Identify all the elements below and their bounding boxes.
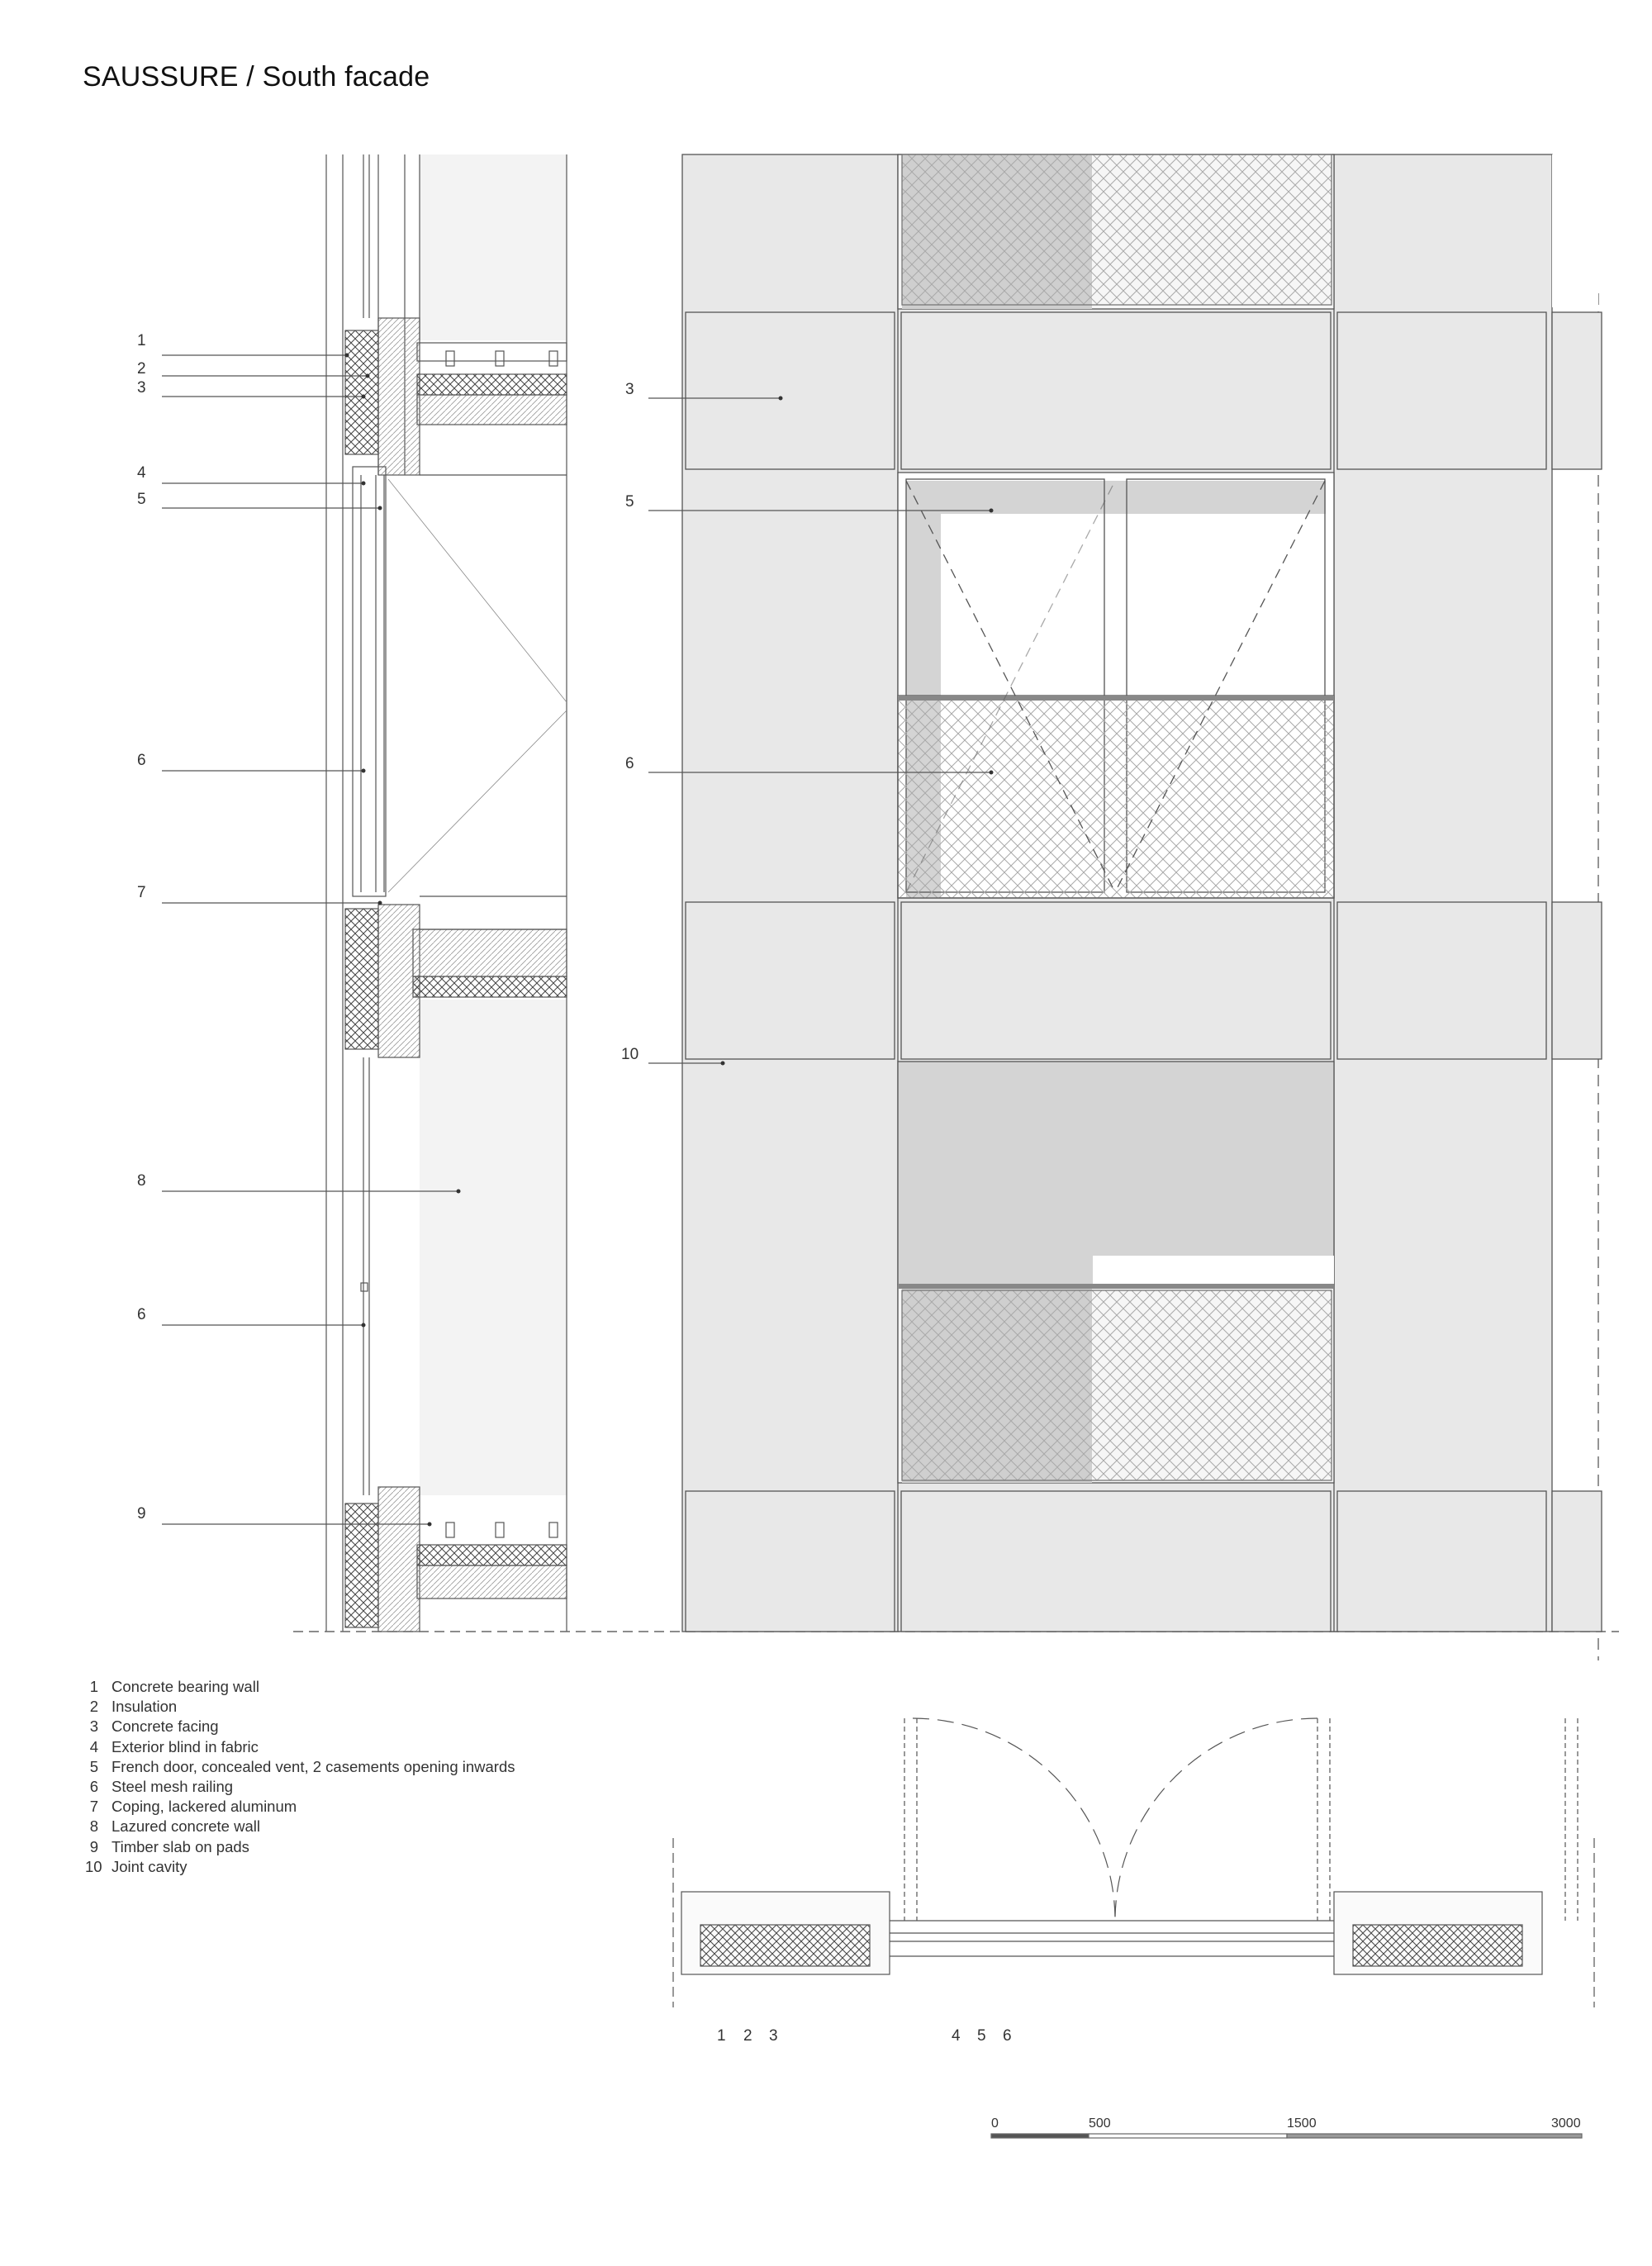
elevation-callout: 5 (625, 493, 634, 511)
legend-item (85, 1757, 515, 1777)
leader-dot (362, 1323, 366, 1328)
legend-item (85, 1677, 515, 1697)
section-callout: 3 (137, 379, 146, 397)
section-callout: 6 (137, 752, 146, 769)
legend-text: Lazured concrete wall (112, 1817, 260, 1836)
elevation-callout: 6 (625, 755, 634, 772)
leader-dot (366, 374, 370, 378)
plan-view (673, 1718, 1594, 2007)
legend-number: 3 (89, 1717, 98, 1736)
legend-text: Exterior blind in fabric (112, 1737, 259, 1755)
plan-callout: 4 (952, 2027, 961, 2045)
section-callout: 5 (137, 491, 146, 508)
legend (85, 1677, 515, 1877)
section-callout: 7 (137, 884, 146, 901)
legend-text: Steel mesh railing (112, 1778, 234, 1796)
leader-dot (457, 1190, 461, 1194)
legend-text: French door, concealed vent, 2 casements opening inwards (112, 1757, 515, 1775)
leader-dot (779, 397, 783, 401)
scale-label: 0 (991, 2116, 999, 2131)
legend-number: 8 (89, 1817, 98, 1836)
legend-text: Concrete facing (112, 1717, 219, 1736)
legend-number: 4 (89, 1737, 98, 1755)
leader-dot (378, 901, 382, 905)
legend-item (85, 1797, 515, 1817)
leader-dot (428, 1523, 432, 1527)
leader-dot (362, 395, 366, 399)
leader-dot (362, 482, 366, 486)
scale-label: 1500 (1287, 2116, 1317, 2131)
leader-dot (378, 506, 382, 511)
legend-text: Timber slab on pads (112, 1837, 249, 1855)
section-callout: 8 (137, 1172, 146, 1190)
section-callout: 2 (137, 360, 146, 378)
scale-bar-labels (991, 2116, 1581, 2131)
leader-dot (721, 1062, 725, 1066)
legend-number: 10 (85, 1857, 102, 1875)
section-callout: 1 (137, 332, 146, 349)
legend-item (85, 1817, 515, 1836)
scale-label: 3000 (1551, 2116, 1581, 2131)
section-callout: 9 (137, 1505, 146, 1523)
leader-dot (362, 769, 366, 773)
plan-callout: 3 (769, 2027, 778, 2045)
legend-text: Insulation (112, 1698, 178, 1716)
elevation-callout: 3 (625, 381, 634, 398)
section-callout: 4 (137, 464, 146, 482)
plan-callout: 1 (717, 2027, 726, 2045)
sheet-title: SAUSSURE / South facade (83, 61, 430, 93)
legend-item (85, 1777, 515, 1797)
leader-dot (345, 354, 349, 358)
plan-callout: 5 (977, 2027, 986, 2045)
leader-dot (990, 771, 994, 775)
legend-number: 2 (89, 1698, 98, 1716)
legend-number: 9 (89, 1837, 98, 1855)
legend-item (85, 1837, 515, 1857)
legend-text: Coping, lackered aluminum (112, 1798, 297, 1816)
legend-number: 1 (89, 1678, 98, 1695)
legend-item (85, 1857, 515, 1877)
legend-number: 6 (89, 1778, 98, 1796)
legend-item (85, 1737, 515, 1757)
legend-item (85, 1697, 515, 1717)
legend-number: 5 (89, 1757, 98, 1775)
section-callout: 6 (137, 1306, 146, 1323)
plan-callout: 6 (1003, 2027, 1012, 2045)
legend-text: Joint cavity (112, 1857, 188, 1875)
legend-item (85, 1717, 515, 1736)
scale-label: 500 (1089, 2116, 1111, 2131)
legend-text: Concrete bearing wall (112, 1678, 259, 1695)
plan-callout: 2 (743, 2027, 752, 2045)
elevation-callout: 10 (621, 1046, 639, 1063)
elevation (682, 154, 1602, 1632)
legend-number: 7 (89, 1798, 98, 1816)
scale-bar (991, 2134, 1582, 2138)
leader-dot (990, 509, 994, 513)
